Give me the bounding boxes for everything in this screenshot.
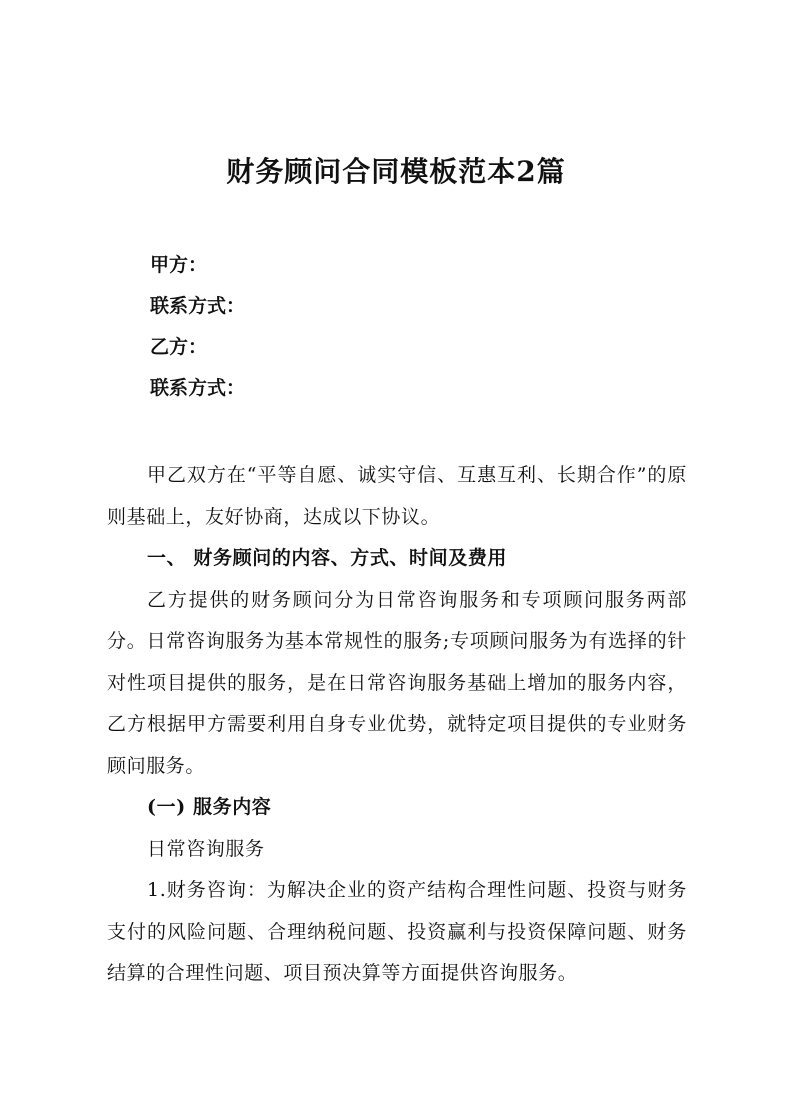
- subsection-1-heading: (一) 服务内容: [147, 796, 272, 818]
- party-a-contact-label: 联系方式：: [150, 295, 246, 317]
- document-title: 财务顾问合同模板范本2篇: [226, 155, 566, 188]
- party-a-label: 甲方：: [150, 254, 208, 276]
- section-1-heading: 一、 财务顾问的内容、方式、时间及费用: [147, 547, 508, 569]
- party-info-block: [150, 250, 710, 414]
- party-b-label: 乙方：: [150, 336, 208, 358]
- section-1-paragraph: 乙方提供的财务顾问分为日常咨询服务和专项顾问服务两部分。日常咨询服务为基本常规性的服务;专项顾问服务为有选择的针对性项目提供的服务，是在日常咨询服务基础上增加的服务内容，乙方根据甲方需要利用自身专业优势，就特定项目提供的专业财务顾问服务。: [107, 588, 687, 777]
- subsection-1-label: 日常咨询服务: [147, 837, 265, 860]
- intro-paragraph: 甲乙双方在“平等自愿、诚实守信、互惠互利、长期合作”的原则基础上，友好协商，达成以下协议。: [107, 464, 687, 528]
- party-b-contact-label: 联系方式：: [150, 377, 246, 399]
- item-1-paragraph: 1.财务咨询：为解决企业的资产结构合理性问题、投资与财务支付的风险问题、合理纳税问题、投资赢利与投资保障问题、财务结算的合理性问题、项目预决算等方面提供咨询服务。: [107, 879, 687, 984]
- contract-body: [107, 455, 687, 995]
